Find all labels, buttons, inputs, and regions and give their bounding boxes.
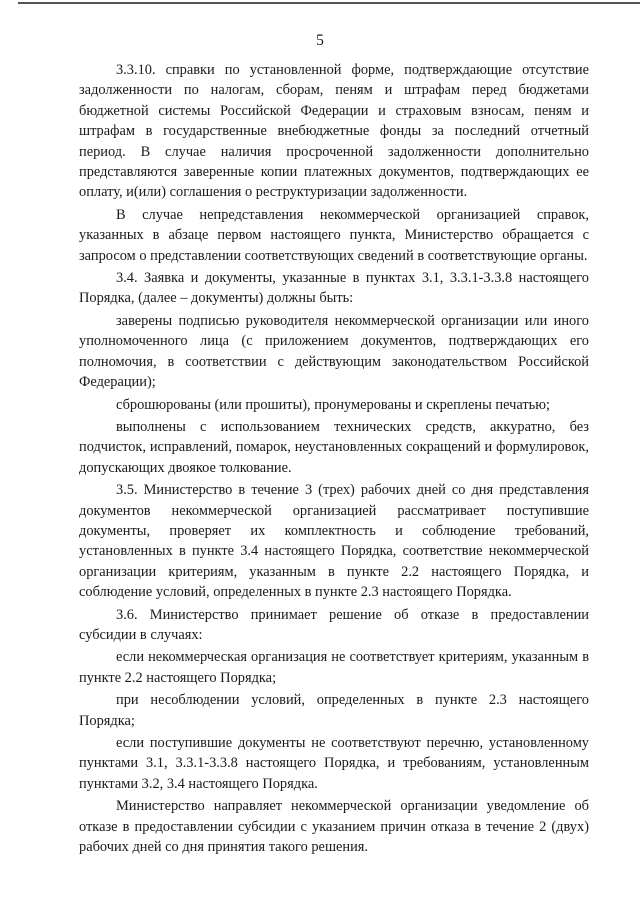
scan-top-edge-line [18,2,640,4]
paragraph-3-6: 3.6. Министерство принимает решение об отказе в предоставлении субсидии в случаях: [79,606,589,643]
paragraph-3-4: 3.4. Заявка и документы, указанные в пунктах 3.1, 3.3.1-3.3.8 настоящего Порядка, (далее – документы) должны быть: [79,270,589,307]
paragraph-criteria: если некоммерческая организация не соответствует критериям, указанным в пункте 2.2 настоящего Порядка; [79,649,589,686]
paragraph-3-5: 3.5. Министерство в течение 3 (трех) рабочих дней со дня представления документов некоммерческой организацией рассматривает поступившие документы, проверяет их комплектность и соблюдение требований, установленных в пункте 3.4 настоящего Порядка, соответствие некоммерческой организации критериям, указанным в пункте 2.2 настоящего Порядка, и соблюдение условий, определенных в пункте 2.3 настоящего Порядка. [79,482,589,601]
paragraph-non-submission: В случае непредставления некоммерческой организацией справок, указанных в абзаце первом настоящего пункта, Министерство обращается с запросом о представлении соответствующих сведений в соответствующие органы. [79,206,589,264]
paragraph-conditions: при несоблюдении условий, определенных в пункте 2.3 настоящего Порядка; [79,692,589,729]
paragraph-notification: Министерство направляет некоммерческой организации уведомление об отказе в предоставлении субсидии с указанием причин отказа в течение 2 (двух) рабочих дней со дня принятия такого решения. [79,798,589,856]
page-number: 5 [316,32,324,49]
paragraph-bound: сброшюрованы (или прошиты), пронумерованы и скреплены печатью; [116,396,550,413]
paragraph-executed: выполнены с использованием технических средств, аккуратно, без подчисток, исправлений, помарок, неустановленных сокращений и формулировок, допускающих двоякое толкование. [79,418,589,476]
paragraph-signed: заверены подписью руководителя некоммерческой организации или иного уполномоченного лица (с приложением документов, подтверждающих его полномочия, в соответствии с действующим законодательством Российской Федерации); [79,312,589,391]
document-body [79,60,589,857]
paragraph-documents: если поступившие документы не соответствуют перечню, установленному пунктами 3.1, 3.3.1-3.3.8 настоящего Порядка, и требованиям, установленным пунктами 3.2, 3.4 настоящего Порядка. [79,735,589,792]
paragraph-3-3-10: 3.3.10. справки по установленной форме, подтверждающие отсутствие задолженности по налогам, сборам, пеням и штрафам перед бюджетами бюджетной системы Российской Федерации и страховым взносам, пеням и штрафам в государственные внебюджетные фонды за последний отчетный период. В случае наличия просроченной задолженности дополнительно представляются заверенные копии платежных документов, подтверждающих ее оплату, и(или) соглашения о реструктуризации задолженности. [79,62,589,201]
